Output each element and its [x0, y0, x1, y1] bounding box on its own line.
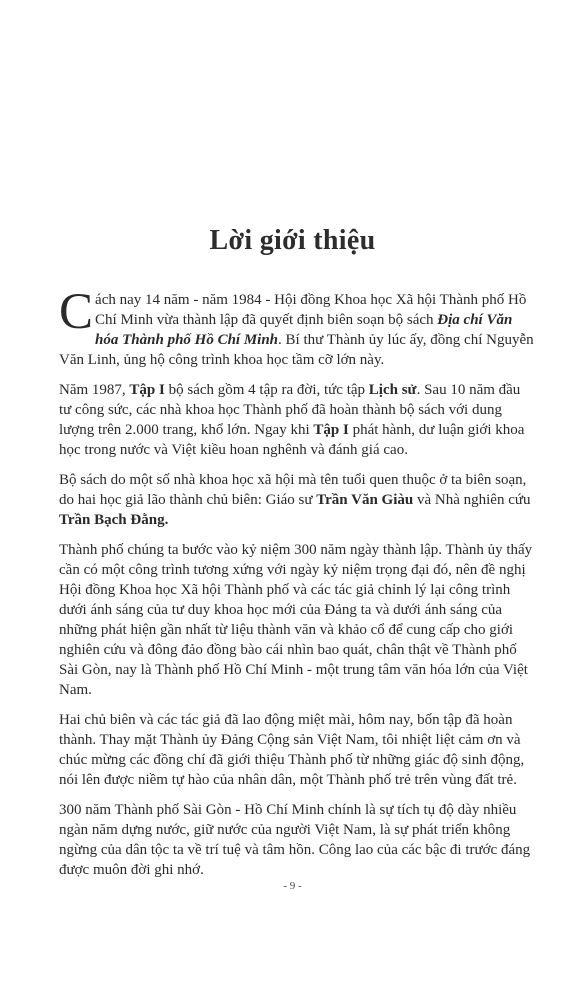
page-number: - 9 - — [283, 880, 302, 892]
editor-tran-bach-dang: Trần Bạch Đằng. — [59, 512, 169, 528]
history-bold: Lịch sử — [368, 382, 417, 398]
paragraph-4: Thành phố chúng ta bước vào kỷ niệm 300 năm ngày thành lập. Thành ủy thấy cần có một công trình tương xứng với ngày kỷ niệm trọng đại đó, nên đề nghị Hội đồng Khoa học Xã hội Thành phố và các tác giả chỉnh lý lại công trình dưới ánh sáng của tư duy khoa học mới của Đảng ta và dưới ánh sáng của những phát hiện gần nhất từ liệu thành văn và khảo cổ để cung cấp cho giới nghiên cứu và đông đảo đồng bào cái nhìn bao quát, chân thật về Thành phố Sài Gòn, nay là Thành phố Hồ Chí Minh - một trung tâm văn hóa lớn của Việt Nam. — [59, 542, 533, 698]
paragraph-2-text-a: Năm 1987, — [59, 382, 130, 398]
paragraph-2 — [59, 380, 535, 460]
paragraph-1-text-a: ách nay 14 năm - năm 1984 - Hội đồng Khoa học Xã hội Thành phố Hồ Chí Minh vừa thành lập đã quyết định biên soạn bộ sách — [95, 292, 527, 328]
paragraph-3 — [59, 470, 535, 530]
paragraph-1-text-b: . Bí thư Thành ủy lúc ấy, đồng chí Nguyễn Văn Linh, ủng hộ công trình khoa học tầm cỡ lớn này. — [59, 332, 534, 368]
paragraph-2-text-d: phát hành, dư luận giới khoa học trong nước và Việt kiều hoan nghênh và đánh giá cao. — [59, 422, 525, 458]
paragraph-3-text-b: và Nhà nghiên cứu — [413, 492, 531, 508]
paragraph-1 — [59, 284, 535, 370]
drop-cap: C — [59, 284, 94, 340]
page-title: Lời giới thiệu — [209, 224, 376, 256]
paragraph-3-text-a: Bộ sách do một số nhà khoa học xã hội mà tên tuổi quen thuộc ở ta biên soạn, do hai học giả lão thành chủ biên: Giáo sư — [59, 472, 527, 508]
volume-1-bold: Tập I — [129, 382, 165, 398]
volume-1-bold-2: Tập I — [313, 422, 349, 438]
paragraph-5: Hai chủ biên và các tác giả đã lao động miệt mài, hôm nay, bốn tập đã hoàn thành. Thay mặt Thành ủy Đảng Cộng sản Việt Nam, tôi nhiệt liệt cảm ơn và chúc mừng các đồng chí đã giới thiệu Thành phố từ những giác độ sinh động, nói lên được niềm tự hào của nhân dân, một Thành phố trẻ trên vùng đất trẻ. — [59, 712, 525, 788]
paragraph-2-text-c: . Sau 10 năm đầu tư công sức, các nhà khoa học Thành phố đã hoàn thành bộ sách với dung lượng trên 2.000 trang, khổ lớn. Ngay khi — [59, 382, 521, 438]
editor-tran-van-giau: Trần Văn Giàu — [316, 492, 414, 508]
body-text — [59, 284, 535, 890]
book-title: Địa chí Văn hóa Thành phố Hồ Chí Minh — [95, 312, 513, 348]
paragraph-6: 300 năm Thành phố Sài Gòn - Hồ Chí Minh chính là sự tích tụ độ dày nhiều ngàn năm dựng nước, giữ nước của người Việt Nam, là sự phát triển không ngừng của dân tộc ta về trí tuệ và tâm hồn. Công lao của các bậc đi trước đáng được muôn đời ghi nhớ. — [59, 802, 531, 878]
paragraph-2-text-b: bộ sách gồm 4 tập ra đời, tức tập — [164, 382, 369, 398]
